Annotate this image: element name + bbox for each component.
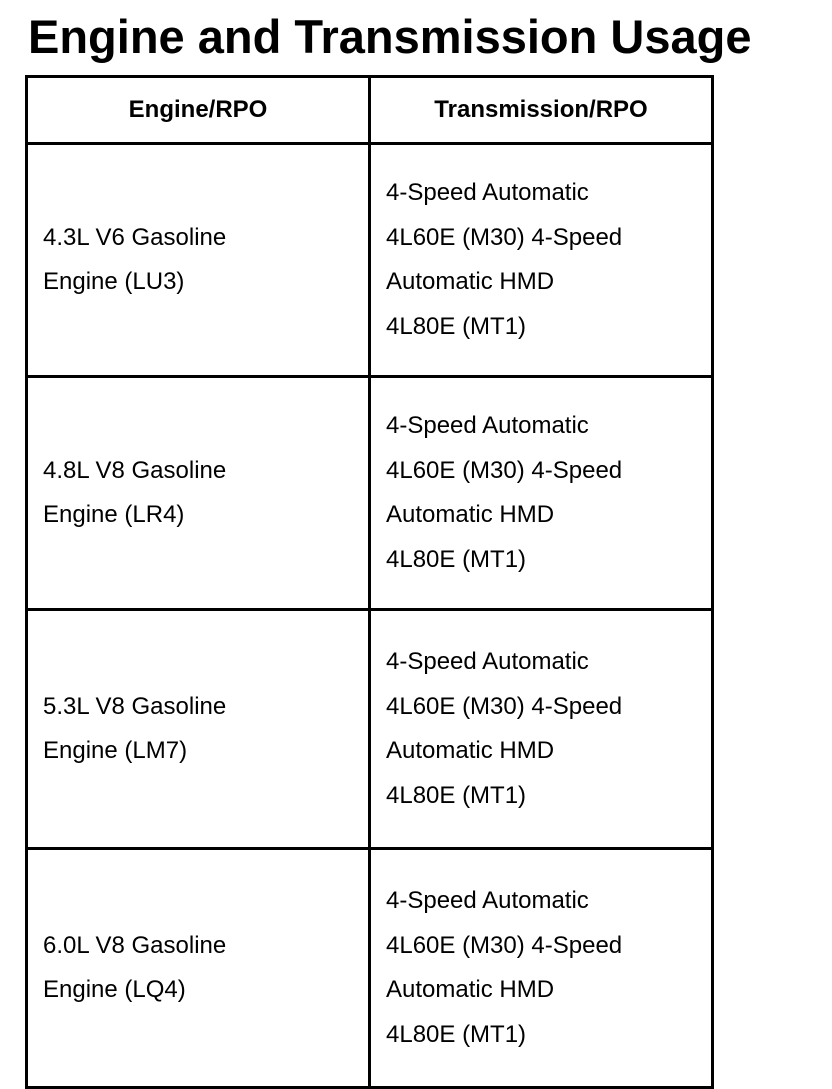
engine-cell [27, 144, 370, 377]
transmission-line: Automatic HMD [386, 737, 555, 764]
transmission-cell [370, 849, 713, 1088]
transmission-line: 4L80E (MT1) [386, 1020, 527, 1048]
table-row [27, 610, 713, 849]
transmission-line: 4L60E (M30) 4-Speed [386, 692, 623, 720]
engine-line: 6.0L V8 Gasoline [43, 931, 227, 959]
transmission-line: Automatic HMD [386, 268, 555, 295]
engine-line: 4.8L V8 Gasoline [43, 456, 227, 484]
transmission-line: 4L80E (MT1) [386, 781, 527, 809]
engine-line: Engine (LR4) [43, 501, 185, 528]
transmission-line: 4-Speed Automatic [386, 648, 589, 675]
engine-cell [27, 610, 370, 849]
transmission-line: 4-Speed Automatic [386, 887, 589, 914]
table-row [27, 377, 713, 610]
engine-line: 5.3L V8 Gasoline [43, 692, 227, 720]
page-title: Engine and Transmission Usage [28, 10, 752, 63]
transmission-line: 4L60E (M30) 4-Speed [386, 223, 623, 251]
engine-line: Engine (LU3) [43, 268, 185, 295]
engine-line: Engine (LM7) [43, 737, 188, 764]
table-row [27, 144, 713, 377]
transmission-line: Automatic HMD [386, 501, 555, 528]
transmission-line: 4-Speed Automatic [386, 179, 589, 206]
transmission-line: 4L80E (MT1) [386, 312, 527, 340]
engine-line: Engine (LQ4) [43, 976, 186, 1003]
transmission-cell [370, 144, 713, 377]
header-engine-rpo: Engine/RPO [27, 77, 370, 144]
table-header-row [27, 77, 713, 144]
transmission-cell [370, 377, 713, 610]
transmission-line: 4L80E (MT1) [386, 545, 527, 573]
transmission-line: 4L60E (M30) 4-Speed [386, 931, 623, 959]
transmission-line: 4L60E (M30) 4-Speed [386, 456, 623, 484]
transmission-cell [370, 610, 713, 849]
table-row [27, 849, 713, 1088]
transmission-line: Automatic HMD [386, 976, 555, 1003]
transmission-line: 4-Speed Automatic [386, 412, 589, 439]
engine-transmission-table [25, 75, 714, 1089]
header-transmission-rpo: Transmission/RPO [370, 77, 713, 144]
engine-line: 4.3L V6 Gasoline [43, 223, 227, 251]
engine-cell [27, 377, 370, 610]
engine-cell [27, 849, 370, 1088]
